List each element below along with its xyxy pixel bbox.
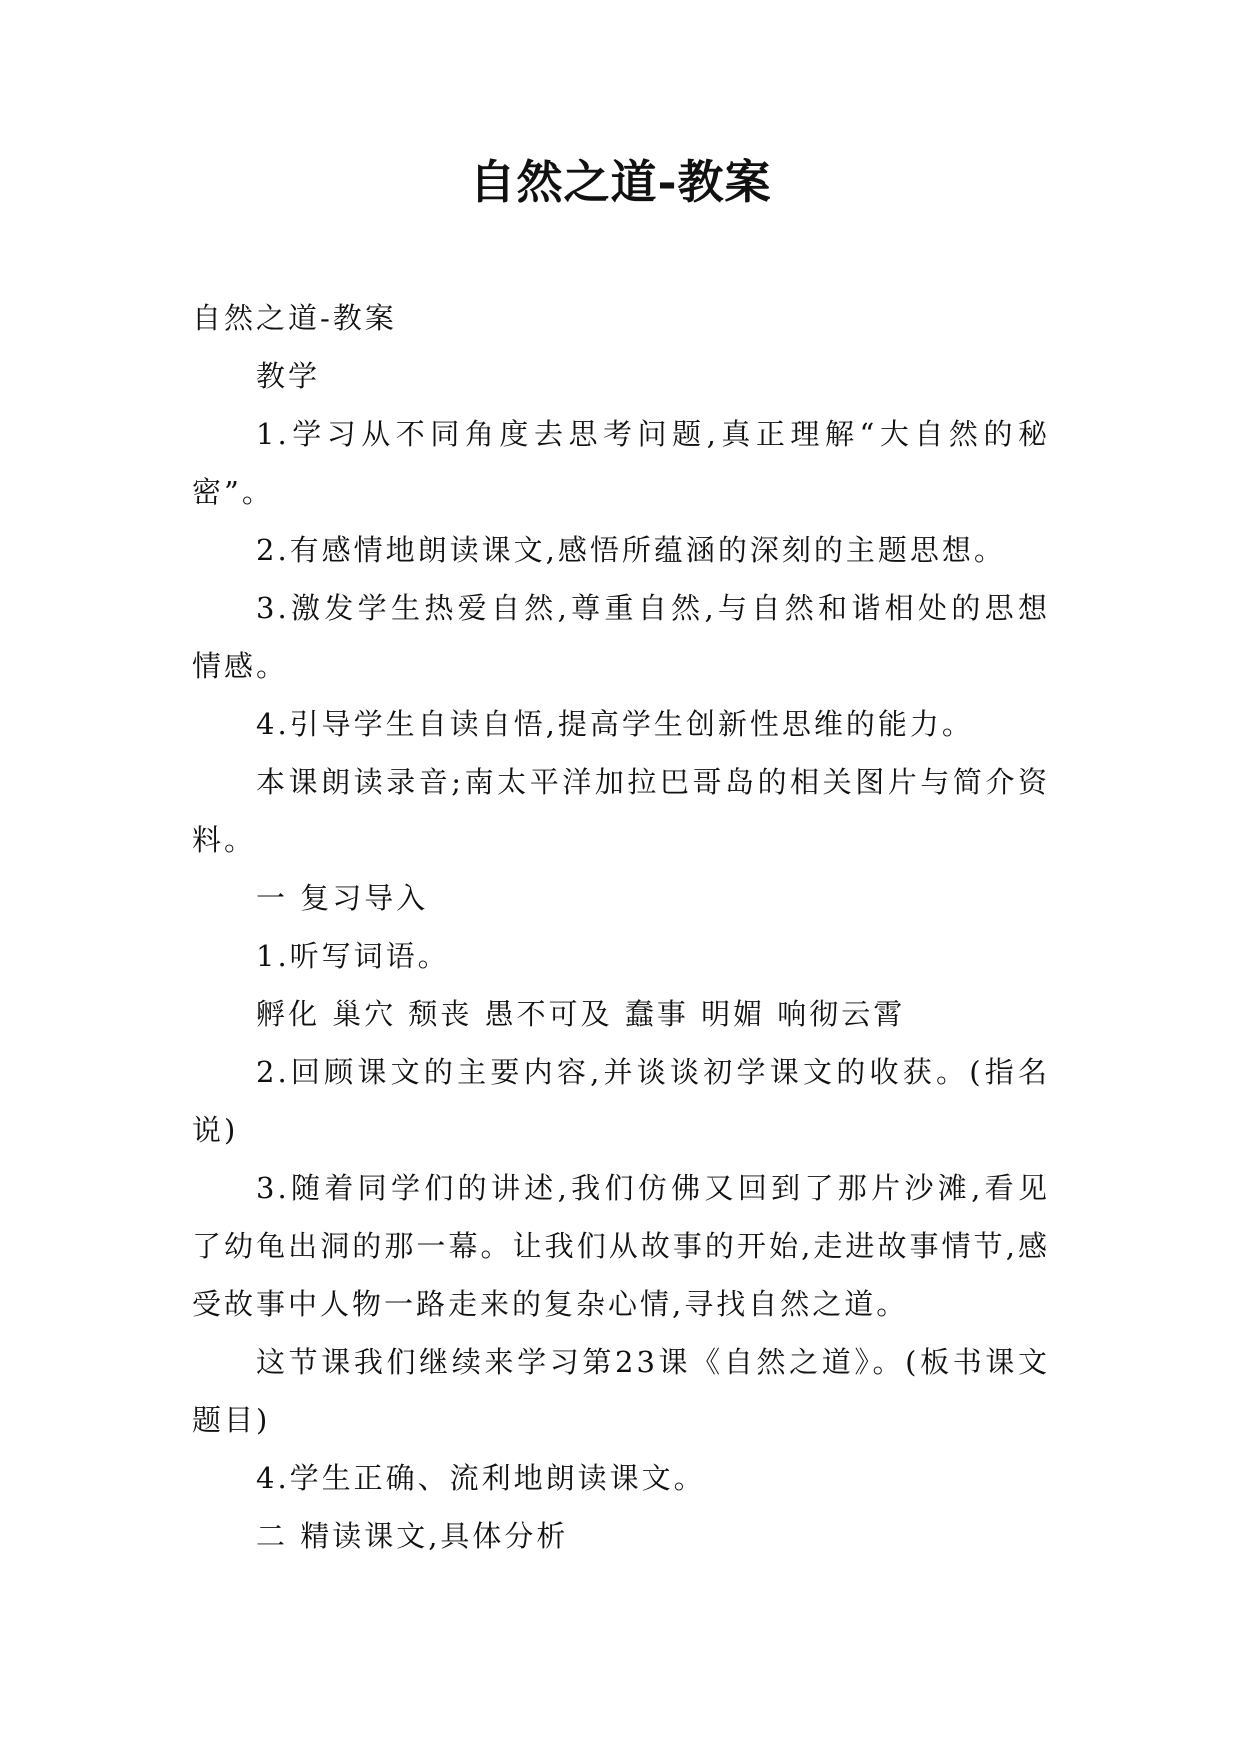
paragraph: 1.学习从不同角度去思考问题,真正理解“大自然的秘密”。 — [192, 417, 1050, 509]
paragraph: 1.听写词语。 — [256, 939, 450, 973]
document-body — [192, 289, 1050, 1565]
paragraph: 4.引导学生自读自悟,提高学生创新性思维的能力。 — [256, 707, 974, 741]
paragraph: 一 复习导入 — [256, 881, 429, 915]
paragraph: 二 精读课文,具体分析 — [256, 1519, 569, 1553]
paragraph: 3.激发学生热爱自然,尊重自然,与自然和谐相处的思想情感。 — [192, 591, 1050, 683]
paragraph: 孵化 巢穴 颓丧 愚不可及 蠢事 明媚 响彻云霄 — [256, 997, 906, 1031]
document-subtitle: 自然之道-教案 — [192, 301, 397, 335]
paragraph: 2.回顾课文的主要内容,并谈谈初学课文的收获。(指名说) — [192, 1055, 1050, 1147]
paragraph: 4.学生正确、流利地朗读课文。 — [256, 1461, 706, 1495]
paragraph: 教学 — [256, 359, 321, 393]
paragraph: 2.有感情地朗读课文,感悟所蕴涵的深刻的主题思想。 — [256, 533, 1006, 567]
paragraph: 这节课我们继续来学习第23课《自然之道》。(板书课文题目) — [192, 1345, 1050, 1437]
document-title: 自然之道-教案 — [469, 155, 772, 209]
paragraph: 3.随着同学们的讲述,我们仿佛又回到了那片沙滩,看见了幼龟出洞的那一幕。让我们从故事的开始,走进故事情节,感受故事中人物一路走来的复杂心情,寻找自然之道。 — [192, 1171, 1050, 1321]
paragraph: 本课朗读录音;南太平洋加拉巴哥岛的相关图片与简介资料。 — [192, 765, 1050, 857]
